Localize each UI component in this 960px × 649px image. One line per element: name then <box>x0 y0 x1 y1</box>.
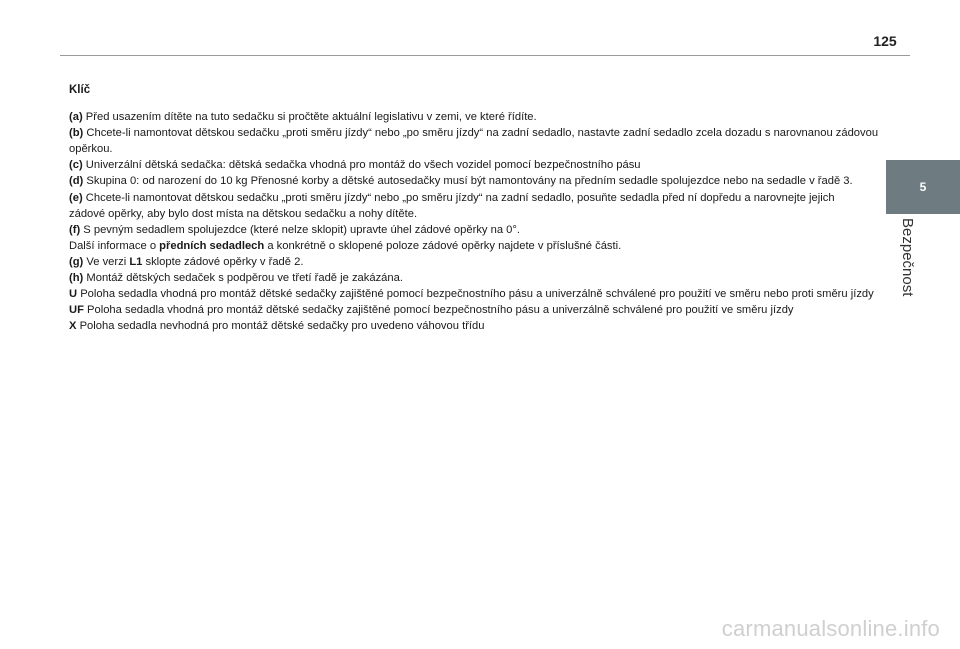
note-key: (g) <box>69 255 84 268</box>
further-info <box>69 238 884 254</box>
note-e <box>69 190 859 222</box>
chapter-number: 5 <box>919 180 927 194</box>
note-text: Ve verzi <box>83 255 130 268</box>
legend-text: Poloha sedadla nevhodná pro montáž dětské sedačky pro uvedeno váhovou třídu <box>76 320 485 333</box>
page-number: 125 <box>873 33 897 49</box>
legend-key: UF <box>69 304 84 317</box>
legend-uf <box>69 302 884 318</box>
note-text: Univerzální dětská sedačka: dětská sedačka vhodná pro montáž do všech vozidel pomocí bezpečnostního pásu <box>82 159 641 172</box>
note-text: Před usazením dítěte na tuto sedačku si pročtěte aktuální legislativu v zemi, ve které řídíte. <box>82 111 537 124</box>
note-text: Chcete-li namontovat dětskou sedačku „proti směru jízdy“ nebo „po směru jízdy“ na zadní sedadlo, posuňte sedadla před ní dopředu a narovnejte jejich zádové opěrky, aby bylo dost místa na dětskou sedačku a nohy dítěte. <box>69 191 835 220</box>
note-f <box>69 222 884 238</box>
note-c <box>69 157 884 173</box>
legend-key: U <box>69 288 78 301</box>
section-heading: Klíč <box>69 84 91 96</box>
front-seats-link: předních sedadlech <box>159 239 265 252</box>
note-key: (b) <box>69 127 84 140</box>
legend-text: Poloha sedadla vhodná pro montáž dětské sedačky zajištěné pomocí bezpečnostního pásu a univerzálně schválené pro použití ve směru jízdy <box>83 304 794 317</box>
note-key: (d) <box>69 175 84 188</box>
legend-text: Poloha sedadla vhodná pro montáž dětské sedačky zajištěné pomocí bezpečnostního pásu a univerzálně schválené pro použití ve směru nebo proti směru jízdy <box>77 288 874 301</box>
note-key: (h) <box>69 272 84 285</box>
note-text: Chcete-li namontovat dětskou sedačku „proti směru jízdy“ nebo „po směru jízdy“ na zadní sedadlo, nastavte zadní sedadlo zcela dozadu s narovnanou zádovou opěrkou. <box>69 127 879 156</box>
note-key: (f) <box>69 223 81 236</box>
watermark: carmanualsonline.info <box>721 616 940 641</box>
key-section <box>69 82 884 334</box>
header-divider <box>60 55 910 56</box>
legend-x <box>69 318 884 334</box>
note-key: (c) <box>69 159 83 172</box>
note-key: (a) <box>69 111 83 124</box>
legend-u <box>69 286 884 302</box>
note-text: S pevným sedadlem spolujezdce (které nelze sklopit) upravte úhel zádové opěrky na 0°. <box>80 223 520 236</box>
note-h <box>69 270 884 286</box>
further-info-text: Další informace o <box>69 239 160 252</box>
note-key: (e) <box>69 191 83 204</box>
legend-key: X <box>69 320 77 333</box>
note-text: sklopte zádové opěrky v řadě 2. <box>142 255 304 268</box>
note-a <box>69 109 884 125</box>
version-label: L1 <box>129 255 143 268</box>
further-info-text: a konkrétně o sklopené poloze zádové opěrky najdete v příslušné části. <box>264 239 622 252</box>
note-d <box>69 173 859 189</box>
note-text: Skupina 0: od narození do 10 kg Přenosné korby a dětské autosedačky musí být namontovány na předním sedadle spolujezdce nebo na sedadle v řadě 3. <box>83 175 853 188</box>
note-text: Montáž dětských sedaček s podpěrou ve třetí řadě je zakázána. <box>83 272 403 285</box>
chapter-title: Bezpečnost <box>899 218 916 297</box>
chapter-tab[interactable] <box>886 160 960 214</box>
note-b <box>69 125 884 157</box>
note-g <box>69 254 884 270</box>
